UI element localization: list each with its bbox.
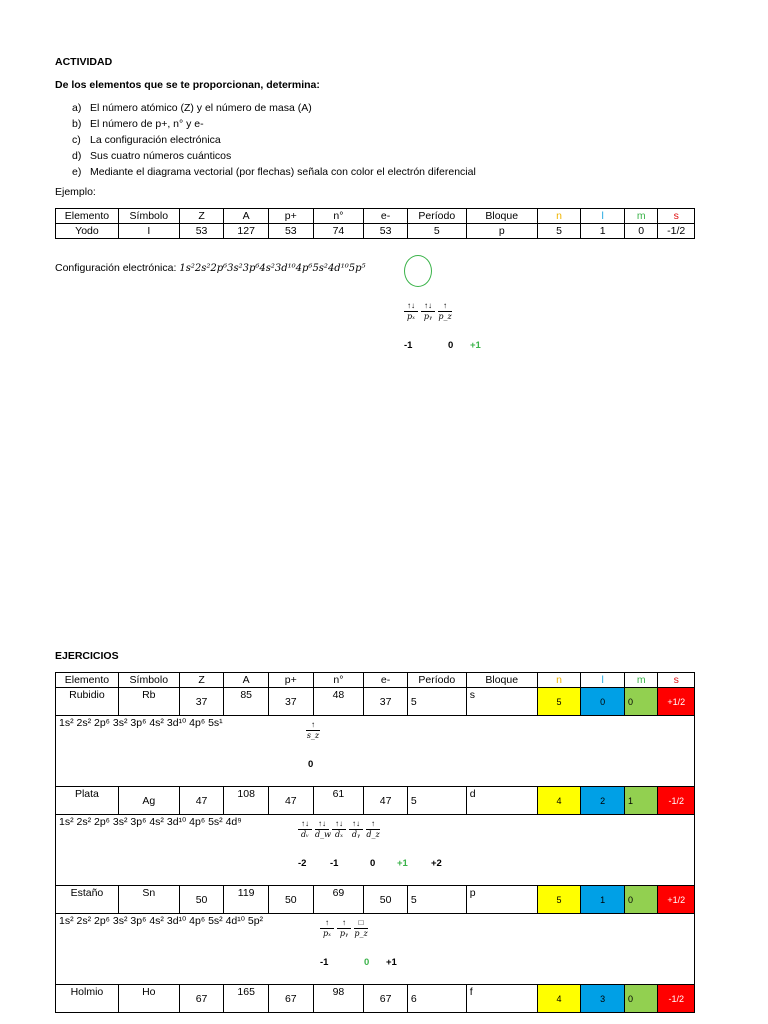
table-cell: Rb bbox=[118, 688, 179, 716]
quantum-n-cell: 5 bbox=[537, 688, 581, 716]
orbital-label: dᵧ bbox=[351, 830, 361, 839]
header-cell: m bbox=[624, 209, 657, 224]
quantum-m-cell: 0 bbox=[624, 985, 657, 1013]
header-cell: n bbox=[537, 673, 581, 688]
orbital-arrows: ↑↓ bbox=[315, 819, 329, 830]
table-header-row bbox=[56, 209, 695, 224]
config-value: 1s² 2s² 2p⁶ 3s² 3p⁶ 4s² 3d¹⁰ 4p⁶ 5s¹ bbox=[59, 717, 223, 729]
table-cell: -1/2 bbox=[658, 224, 695, 239]
orbital-box bbox=[320, 918, 334, 939]
quantum-m-cell: 1 bbox=[624, 787, 657, 815]
config-value: 1s²2s²2p⁶3s²3p⁶4s²3d¹⁰4p⁶5s²4d¹⁰5p⁵ bbox=[179, 263, 366, 274]
table-cell: 50 bbox=[268, 886, 313, 914]
example-label: Ejemplo: bbox=[55, 186, 96, 198]
table-cell: 67 bbox=[268, 985, 313, 1013]
example-config bbox=[55, 262, 366, 274]
header-cell: Período bbox=[407, 209, 466, 224]
orbital-arrows: ↑↓ bbox=[349, 819, 363, 830]
config-row bbox=[56, 716, 695, 787]
task-item: a) El número atómico (Z) y el número de masa (A) bbox=[72, 102, 312, 114]
header-cell: Z bbox=[179, 673, 224, 688]
table-cell: 47 bbox=[268, 787, 313, 815]
header-cell: l bbox=[581, 209, 625, 224]
header-cell: e- bbox=[364, 673, 408, 688]
orbital-arrows: ↑↓ bbox=[298, 819, 312, 830]
table-cell: p bbox=[466, 886, 537, 914]
orbital-box bbox=[306, 720, 320, 741]
orbital-arrows: ↑ bbox=[438, 301, 452, 312]
config-row bbox=[56, 815, 695, 886]
header-cell: m bbox=[624, 673, 657, 688]
orbital-arrows: ↑ bbox=[320, 918, 334, 929]
table-cell: I bbox=[118, 224, 179, 239]
intro-text: De los elementos que se te proporcionan, determina: bbox=[55, 79, 320, 91]
example-orbital-diagram bbox=[404, 301, 452, 322]
orbital-arrows: ↑↓ bbox=[421, 301, 435, 312]
m-value: +2 bbox=[431, 858, 442, 869]
orbital-label: dᵥ bbox=[300, 830, 310, 839]
config-cell bbox=[56, 914, 695, 985]
orbital-label: s_z bbox=[306, 731, 320, 740]
orbital-box bbox=[438, 301, 452, 322]
table-cell: 6 bbox=[407, 985, 466, 1013]
m-value: 0 bbox=[308, 759, 314, 770]
example-table bbox=[55, 208, 695, 239]
table-cell: 85 bbox=[224, 688, 269, 716]
orbital-diagram bbox=[306, 720, 320, 741]
header-cell: Bloque bbox=[466, 209, 537, 224]
table-cell: Estaño bbox=[56, 886, 119, 914]
table-cell: 5 bbox=[407, 688, 466, 716]
m-value: 0 bbox=[448, 340, 454, 351]
quantum-l-cell: 0 bbox=[581, 688, 625, 716]
orbital-arrows: ↑ bbox=[366, 819, 380, 830]
quantum-m-cell: 0 bbox=[624, 688, 657, 716]
quantum-n-cell: 4 bbox=[537, 985, 581, 1013]
table-cell: 98 bbox=[313, 985, 364, 1013]
header-cell: n bbox=[537, 209, 581, 224]
activity-title: ACTIVIDAD bbox=[55, 56, 113, 68]
table-cell: 48 bbox=[313, 688, 364, 716]
orbital-arrows: ↑↓ bbox=[404, 301, 418, 312]
table-row bbox=[56, 985, 695, 1013]
orbital-arrows: □ bbox=[354, 918, 368, 929]
header-cell: n° bbox=[313, 673, 364, 688]
table-cell: d bbox=[466, 787, 537, 815]
table-cell: 5 bbox=[407, 787, 466, 815]
table-cell: 67 bbox=[364, 985, 408, 1013]
header-cell: p+ bbox=[268, 673, 313, 688]
quantum-n-cell: 4 bbox=[537, 787, 581, 815]
orbital-box bbox=[298, 819, 312, 840]
table-cell: 37 bbox=[179, 688, 224, 716]
table-cell: Ho bbox=[118, 985, 179, 1013]
m-value: +1 bbox=[386, 957, 397, 968]
orbital-label: p_z bbox=[354, 929, 368, 938]
table-row bbox=[56, 688, 695, 716]
table-cell: 53 bbox=[268, 224, 313, 239]
config-cell bbox=[56, 716, 695, 787]
orbital-box bbox=[337, 918, 351, 939]
quantum-s-cell: +1/2 bbox=[658, 886, 695, 914]
quantum-s-cell: -1/2 bbox=[658, 787, 695, 815]
table-row bbox=[56, 224, 695, 239]
orbital-box bbox=[366, 819, 380, 840]
m-value: 0 bbox=[370, 858, 376, 869]
m-value: -2 bbox=[298, 858, 307, 869]
table-cell: Sn bbox=[118, 886, 179, 914]
quantum-l-cell: 1 bbox=[581, 886, 625, 914]
m-value: +1 bbox=[470, 340, 481, 351]
table-cell: 5 bbox=[407, 886, 466, 914]
header-cell: Elemento bbox=[56, 209, 119, 224]
orbital-label: d_z bbox=[366, 830, 380, 839]
quantum-s-cell: +1/2 bbox=[658, 688, 695, 716]
table-row bbox=[56, 787, 695, 815]
table-cell: 127 bbox=[224, 224, 269, 239]
table-cell: 0 bbox=[624, 224, 657, 239]
table-cell: 69 bbox=[313, 886, 364, 914]
config-cell bbox=[56, 815, 695, 886]
quantum-m-cell: 0 bbox=[624, 886, 657, 914]
m-value: -1 bbox=[330, 858, 339, 869]
table-cell: p bbox=[466, 224, 537, 239]
orbital-arrows: ↑↓ bbox=[332, 819, 346, 830]
orbital-box bbox=[421, 301, 435, 322]
orbital-box bbox=[332, 819, 346, 840]
highlight-circle bbox=[404, 255, 432, 287]
config-row bbox=[56, 914, 695, 985]
table-cell: 119 bbox=[224, 886, 269, 914]
header-cell: s bbox=[658, 209, 695, 224]
exercises-title: EJERCICIOS bbox=[55, 650, 119, 662]
table-cell: Rubidio bbox=[56, 688, 119, 716]
orbital-box bbox=[354, 918, 368, 939]
quantum-l-cell: 3 bbox=[581, 985, 625, 1013]
orbital-diagram bbox=[320, 918, 368, 939]
table-cell: f bbox=[466, 985, 537, 1013]
orbital-label: d_w bbox=[315, 830, 331, 839]
orbital-arrows: ↑ bbox=[337, 918, 351, 929]
table-cell: 108 bbox=[224, 787, 269, 815]
quantum-l-cell: 2 bbox=[581, 787, 625, 815]
header-cell: Z bbox=[179, 209, 224, 224]
table-cell: 74 bbox=[313, 224, 364, 239]
table-cell: 37 bbox=[364, 688, 408, 716]
task-item: d) Sus cuatro números cuánticos bbox=[72, 150, 232, 162]
header-cell: s bbox=[658, 673, 695, 688]
task-item: e) Mediante el diagrama vectorial (por flechas) señala con color el electrón diferencial bbox=[72, 166, 476, 178]
task-list bbox=[72, 100, 476, 180]
m-value: 0 bbox=[364, 957, 370, 968]
table-cell: 50 bbox=[364, 886, 408, 914]
table-header-row bbox=[56, 673, 695, 688]
orbital-label: dₓ bbox=[335, 830, 343, 839]
table-cell: 47 bbox=[179, 787, 224, 815]
config-value: 1s² 2s² 2p⁶ 3s² 3p⁶ 4s² 3d¹⁰ 4p⁶ 5s² 4d⁹ bbox=[59, 816, 242, 828]
orbital-box bbox=[315, 819, 329, 840]
table-row bbox=[56, 886, 695, 914]
orbital-label: pᵧ bbox=[339, 929, 349, 938]
orbital-label: p_z bbox=[438, 312, 452, 321]
header-cell: e- bbox=[364, 209, 408, 224]
table-cell: 1 bbox=[581, 224, 625, 239]
orbital-label: pₓ bbox=[407, 312, 415, 321]
header-cell: A bbox=[224, 209, 269, 224]
header-cell: Elemento bbox=[56, 673, 119, 688]
header-cell: l bbox=[581, 673, 625, 688]
header-cell: Símbolo bbox=[118, 673, 179, 688]
table-cell: Yodo bbox=[56, 224, 119, 239]
task-item: c) La configuración electrónica bbox=[72, 134, 221, 146]
m-value: -1 bbox=[404, 340, 413, 351]
config-label: Configuración electrónica: bbox=[55, 262, 177, 274]
orbital-label: pᵧ bbox=[423, 312, 433, 321]
task-item: b) El número de p+, n° y e- bbox=[72, 118, 204, 130]
table-cell: 165 bbox=[224, 985, 269, 1013]
header-cell: Bloque bbox=[466, 673, 537, 688]
exercises-table bbox=[55, 672, 695, 1013]
quantum-n-cell: 5 bbox=[537, 886, 581, 914]
table-cell: 47 bbox=[364, 787, 408, 815]
table-cell: 5 bbox=[537, 224, 581, 239]
table-cell: 67 bbox=[179, 985, 224, 1013]
header-cell: p+ bbox=[268, 209, 313, 224]
header-cell: Período bbox=[407, 673, 466, 688]
table-cell: 61 bbox=[313, 787, 364, 815]
orbital-box bbox=[404, 301, 418, 322]
header-cell: A bbox=[224, 673, 269, 688]
table-cell: Holmio bbox=[56, 985, 119, 1013]
orbital-arrows: ↑ bbox=[306, 720, 320, 731]
m-value: +1 bbox=[397, 858, 408, 869]
table-cell: 50 bbox=[179, 886, 224, 914]
orbital-box bbox=[349, 819, 363, 840]
table-cell: 37 bbox=[268, 688, 313, 716]
quantum-s-cell: -1/2 bbox=[658, 985, 695, 1013]
table-cell: s bbox=[466, 688, 537, 716]
table-cell: 53 bbox=[364, 224, 408, 239]
table-cell: 53 bbox=[179, 224, 224, 239]
config-value: 1s² 2s² 2p⁶ 3s² 3p⁶ 4s² 3d¹⁰ 4p⁶ 5s² 4d¹⁰ 5p² bbox=[59, 915, 264, 927]
table-cell: Plata bbox=[56, 787, 119, 815]
m-value: -1 bbox=[320, 957, 329, 968]
orbital-diagram bbox=[298, 819, 380, 840]
table-cell: Ag bbox=[118, 787, 179, 815]
header-cell: n° bbox=[313, 209, 364, 224]
table-cell: 5 bbox=[407, 224, 466, 239]
orbital-label: pₓ bbox=[323, 929, 331, 938]
header-cell: Símbolo bbox=[118, 209, 179, 224]
